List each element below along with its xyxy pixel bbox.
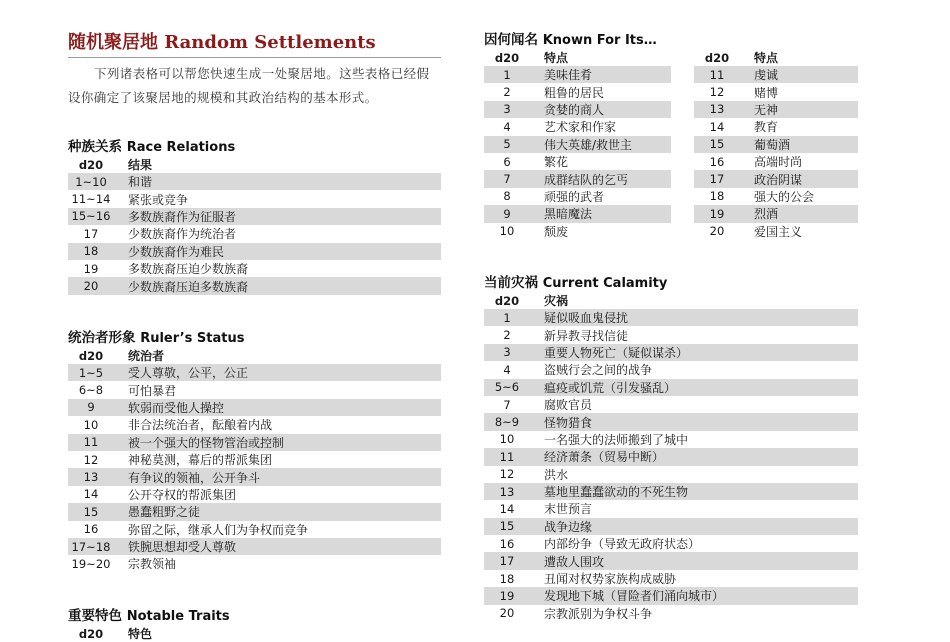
table-row [484, 361, 858, 378]
result-cell: 颓废 [544, 224, 569, 239]
table-row [484, 309, 858, 326]
die-column-header: d20 [78, 158, 104, 172]
result-cell: 和谐 [128, 175, 153, 190]
die-roll-cell: 11 [499, 449, 515, 464]
calamity-heading-cn: 当前灾祸 [484, 275, 538, 291]
die-roll-cell: 19 [709, 206, 725, 221]
result-cell: 战争边缘 [544, 519, 593, 534]
table-row [694, 136, 858, 153]
table-row [484, 205, 671, 222]
race-relations-heading-cn: 种族关系 [68, 139, 122, 155]
result-cell: 伟大英雄/救世主 [544, 137, 633, 152]
table-row [484, 379, 858, 396]
table-header [68, 348, 441, 364]
result-cell: 烈酒 [754, 207, 779, 222]
result-cell: 经济萧条（贸易中断） [544, 450, 665, 465]
table-row [484, 83, 671, 100]
table-row [484, 118, 671, 135]
die-column-header: d20 [78, 627, 104, 641]
table-row [484, 66, 671, 83]
die-roll-cell: 6~8 [78, 383, 104, 398]
die-roll-cell: 14 [709, 119, 725, 134]
table-row [484, 500, 858, 517]
die-roll-cell: 18 [83, 244, 99, 259]
result-cell: 紧张或竞争 [128, 192, 189, 207]
table-row [694, 223, 858, 240]
die-roll-cell: 19 [83, 261, 99, 276]
result-cell: 少数族裔作为难民 [128, 244, 225, 259]
table-row [68, 225, 441, 242]
die-roll-cell: 17~18 [71, 539, 111, 554]
table-row [68, 277, 441, 294]
die-roll-cell: 12 [499, 467, 515, 482]
table-row [68, 521, 441, 538]
notable-traits-table [68, 626, 441, 642]
result-cell: 盗贼行会之间的战争 [544, 363, 653, 378]
table-row [694, 205, 858, 222]
die-roll-cell: 15~16 [71, 209, 111, 224]
die-roll-cell: 18 [709, 189, 725, 204]
table-row [68, 555, 441, 572]
result-cell: 疑似吸血鬼侵扰 [544, 311, 629, 326]
die-roll-cell: 19 [499, 588, 515, 603]
result-column-header: 灾祸 [544, 294, 569, 308]
die-roll-cell: 6 [503, 154, 511, 169]
die-roll-cell: 3 [503, 345, 511, 360]
table-row [68, 381, 441, 398]
die-roll-cell: 5~6 [494, 380, 520, 395]
die-roll-cell: 16 [83, 522, 99, 537]
known-for-table-right [694, 50, 858, 240]
table-row [484, 153, 671, 170]
result-cell: 葡萄酒 [754, 137, 791, 152]
result-cell: 公开夺权的帮派集团 [128, 487, 237, 502]
result-cell: 有争议的领袖，公开争斗 [128, 470, 261, 485]
table-row [484, 466, 858, 483]
rulers-status-table [68, 348, 441, 573]
result-cell: 墓地里蠢蠢欲动的不死生物 [544, 485, 689, 500]
die-roll-cell: 17 [499, 554, 515, 569]
result-cell: 非合法统治者，酝酿着内战 [128, 418, 273, 433]
result-cell: 宗教派别为争权斗争 [544, 606, 653, 621]
calamity-heading-en: Current Calamity [542, 276, 668, 291]
die-roll-cell: 7 [503, 172, 511, 187]
calamity-heading [484, 271, 667, 291]
table-row [484, 326, 858, 343]
table-row [68, 538, 441, 555]
result-cell: 赌博 [754, 85, 779, 100]
known-for-table-left [484, 50, 671, 240]
result-cell: 粗鲁的居民 [544, 85, 605, 100]
die-roll-cell: 3 [503, 102, 511, 117]
table-header [68, 157, 441, 173]
table-row [484, 587, 858, 604]
result-cell: 铁腕思想却受人尊敬 [128, 540, 237, 555]
result-cell: 丑闻对权势家族构成威胁 [544, 572, 677, 587]
table-row [484, 136, 671, 153]
table-row [694, 101, 858, 118]
rulers-status-heading-cn: 统治者形象 [68, 330, 136, 346]
table-row [484, 535, 858, 552]
die-roll-cell: 16 [709, 154, 725, 169]
result-column-header: 统治者 [128, 349, 165, 363]
table-row [694, 188, 858, 205]
result-cell: 被一个强大的怪物管治或控制 [128, 435, 285, 450]
result-cell: 瘟疫或饥荒（引发骚乱） [544, 380, 677, 395]
result-cell: 教育 [754, 120, 779, 135]
die-roll-cell: 10 [83, 417, 99, 432]
table-row [484, 170, 671, 187]
die-roll-cell: 14 [499, 501, 515, 516]
table-row [694, 153, 858, 170]
result-cell: 繁花 [544, 155, 569, 170]
calamity-table [484, 293, 858, 622]
table-row [484, 396, 858, 413]
die-column-header: d20 [494, 51, 520, 65]
die-roll-cell: 2 [503, 85, 511, 100]
result-column-header: 结果 [128, 158, 153, 172]
die-roll-cell: 9 [87, 400, 95, 415]
die-roll-cell: 8~9 [494, 415, 520, 430]
die-roll-cell: 7 [503, 397, 511, 412]
result-cell: 艺术家和作家 [544, 120, 617, 135]
rulers-status-heading-en: Ruler’s Status [140, 331, 245, 346]
known-for-heading [484, 28, 657, 48]
table-row [484, 605, 858, 622]
table-row [484, 101, 671, 118]
table-header [694, 50, 858, 66]
notable-traits-heading [68, 604, 230, 624]
result-cell: 高端时尚 [754, 155, 803, 170]
result-cell: 贪婪的商人 [544, 102, 605, 117]
result-cell: 少数族裔作为统治者 [128, 227, 237, 242]
die-roll-cell: 1 [503, 67, 511, 82]
die-roll-cell: 10 [499, 432, 515, 447]
table-row [68, 399, 441, 416]
result-cell: 内部纷争（导致无政府状态） [544, 537, 701, 552]
die-roll-cell: 10 [499, 224, 515, 239]
table-row [484, 223, 671, 240]
result-cell: 多数族裔作为征服者 [128, 209, 237, 224]
die-roll-cell: 8 [503, 189, 511, 204]
die-roll-cell: 20 [709, 224, 725, 239]
die-roll-cell: 20 [499, 606, 515, 621]
result-cell: 爱国主义 [754, 224, 803, 239]
die-roll-cell: 12 [83, 452, 99, 467]
die-roll-cell: 16 [499, 536, 515, 551]
table-header [484, 293, 858, 309]
table-row [68, 486, 441, 503]
result-cell: 弥留之际，继承人们为争权而竞争 [128, 522, 309, 537]
result-cell: 顽强的武者 [544, 189, 605, 204]
race-relations-heading-en: Race Relations [126, 140, 236, 155]
die-roll-cell: 9 [503, 206, 511, 221]
result-cell: 美味佳肴 [544, 68, 593, 83]
table-row [68, 503, 441, 520]
result-cell: 发现地下城（冒险者们涌向城市） [544, 589, 725, 604]
table-row [694, 118, 858, 135]
table-row [68, 416, 441, 433]
die-roll-cell: 17 [709, 172, 725, 187]
table-row [68, 260, 441, 277]
result-cell: 黑暗魔法 [544, 207, 593, 222]
die-roll-cell: 13 [709, 102, 725, 117]
table-row [68, 243, 441, 260]
race-relations-heading [68, 135, 235, 155]
die-roll-cell: 1 [503, 310, 511, 325]
die-roll-cell: 15 [499, 519, 515, 534]
table-row [484, 188, 671, 205]
die-roll-cell: 11 [709, 67, 725, 82]
result-cell: 政治阴谋 [754, 172, 803, 187]
table-row [68, 173, 441, 190]
table-row [484, 483, 858, 500]
die-roll-cell: 15 [83, 504, 99, 519]
table-row [68, 451, 441, 468]
result-cell: 愚蠢粗野之徒 [128, 505, 201, 520]
table-row [484, 344, 858, 361]
die-roll-cell: 1~10 [75, 174, 107, 189]
die-roll-cell: 5 [503, 137, 511, 152]
table-row [694, 66, 858, 83]
result-cell: 怪物猎食 [544, 415, 593, 430]
die-roll-cell: 18 [499, 571, 515, 586]
die-roll-cell: 11~14 [71, 192, 111, 207]
notable-traits-heading-cn: 重要特色 [68, 608, 122, 624]
result-cell: 重要人物死亡（疑似谋杀） [544, 345, 689, 360]
die-roll-cell: 15 [709, 137, 725, 152]
intro-paragraph: 下列诸表格可以帮您快速生成一处聚居地。这些表格已经假设你确定了该聚居地的规模和其政治结构的基本形式。 [68, 66, 430, 105]
notable-traits-heading-en: Notable Traits [126, 609, 230, 624]
result-cell: 少数族裔压迫多数族裔 [128, 279, 249, 294]
page-title: 随机聚居地 Random Settlements [68, 28, 441, 58]
die-roll-cell: 4 [503, 119, 511, 134]
result-cell: 末世预言 [544, 502, 593, 517]
result-column-header: 特点 [544, 51, 569, 65]
result-cell: 受人尊敬，公平，公正 [128, 366, 249, 381]
table-header [68, 626, 441, 642]
die-column-header: d20 [494, 294, 520, 308]
result-cell: 宗教领袖 [128, 557, 177, 572]
die-roll-cell: 17 [83, 226, 99, 241]
rulers-status-heading [68, 326, 244, 346]
die-roll-cell: 2 [503, 328, 511, 343]
known-for-heading-cn: 因何闻名 [484, 32, 538, 48]
die-roll-cell: 13 [499, 484, 515, 499]
table-row [484, 518, 858, 535]
table-row [68, 364, 441, 381]
table-row [68, 468, 441, 485]
result-cell: 虔诚 [754, 68, 779, 83]
table-row [484, 570, 858, 587]
result-column-header: 特点 [754, 51, 779, 65]
table-header [484, 50, 671, 66]
die-roll-cell: 1~5 [78, 365, 104, 380]
table-row [68, 190, 441, 207]
result-cell: 强大的公会 [754, 189, 815, 204]
result-column-header: 特色 [128, 627, 153, 641]
result-cell: 无神 [754, 102, 779, 117]
result-cell: 遭敌人围攻 [544, 554, 605, 569]
result-cell: 洪水 [544, 467, 569, 482]
die-column-header: d20 [78, 349, 104, 363]
result-cell: 一名强大的法师搬到了城中 [544, 432, 689, 447]
result-cell: 腐败官员 [544, 398, 593, 413]
die-roll-cell: 14 [83, 487, 99, 502]
table-row [68, 208, 441, 225]
result-cell: 成群结队的乞丐 [544, 172, 629, 187]
die-roll-cell: 11 [83, 435, 99, 450]
table-row [484, 413, 858, 430]
die-roll-cell: 19~20 [71, 556, 111, 571]
result-cell: 新异教寻找信徒 [544, 328, 629, 343]
result-cell: 神秘莫测，幕后的帮派集团 [128, 453, 273, 468]
table-row [694, 170, 858, 187]
result-cell: 可怕暴君 [128, 383, 177, 398]
table-row [694, 83, 858, 100]
result-cell: 软弱而受他人操控 [128, 400, 225, 415]
known-for-heading-en: Known For Its… [542, 33, 657, 48]
table-row [68, 434, 441, 451]
table-row [484, 552, 858, 569]
die-roll-cell: 12 [709, 85, 725, 100]
die-roll-cell: 13 [83, 470, 99, 485]
result-cell: 多数族裔压迫少数族裔 [128, 262, 249, 277]
table-row [484, 431, 858, 448]
race-relations-table [68, 157, 441, 295]
die-column-header: d20 [704, 51, 730, 65]
die-roll-cell: 4 [503, 362, 511, 377]
table-row [484, 448, 858, 465]
die-roll-cell: 20 [83, 279, 99, 294]
